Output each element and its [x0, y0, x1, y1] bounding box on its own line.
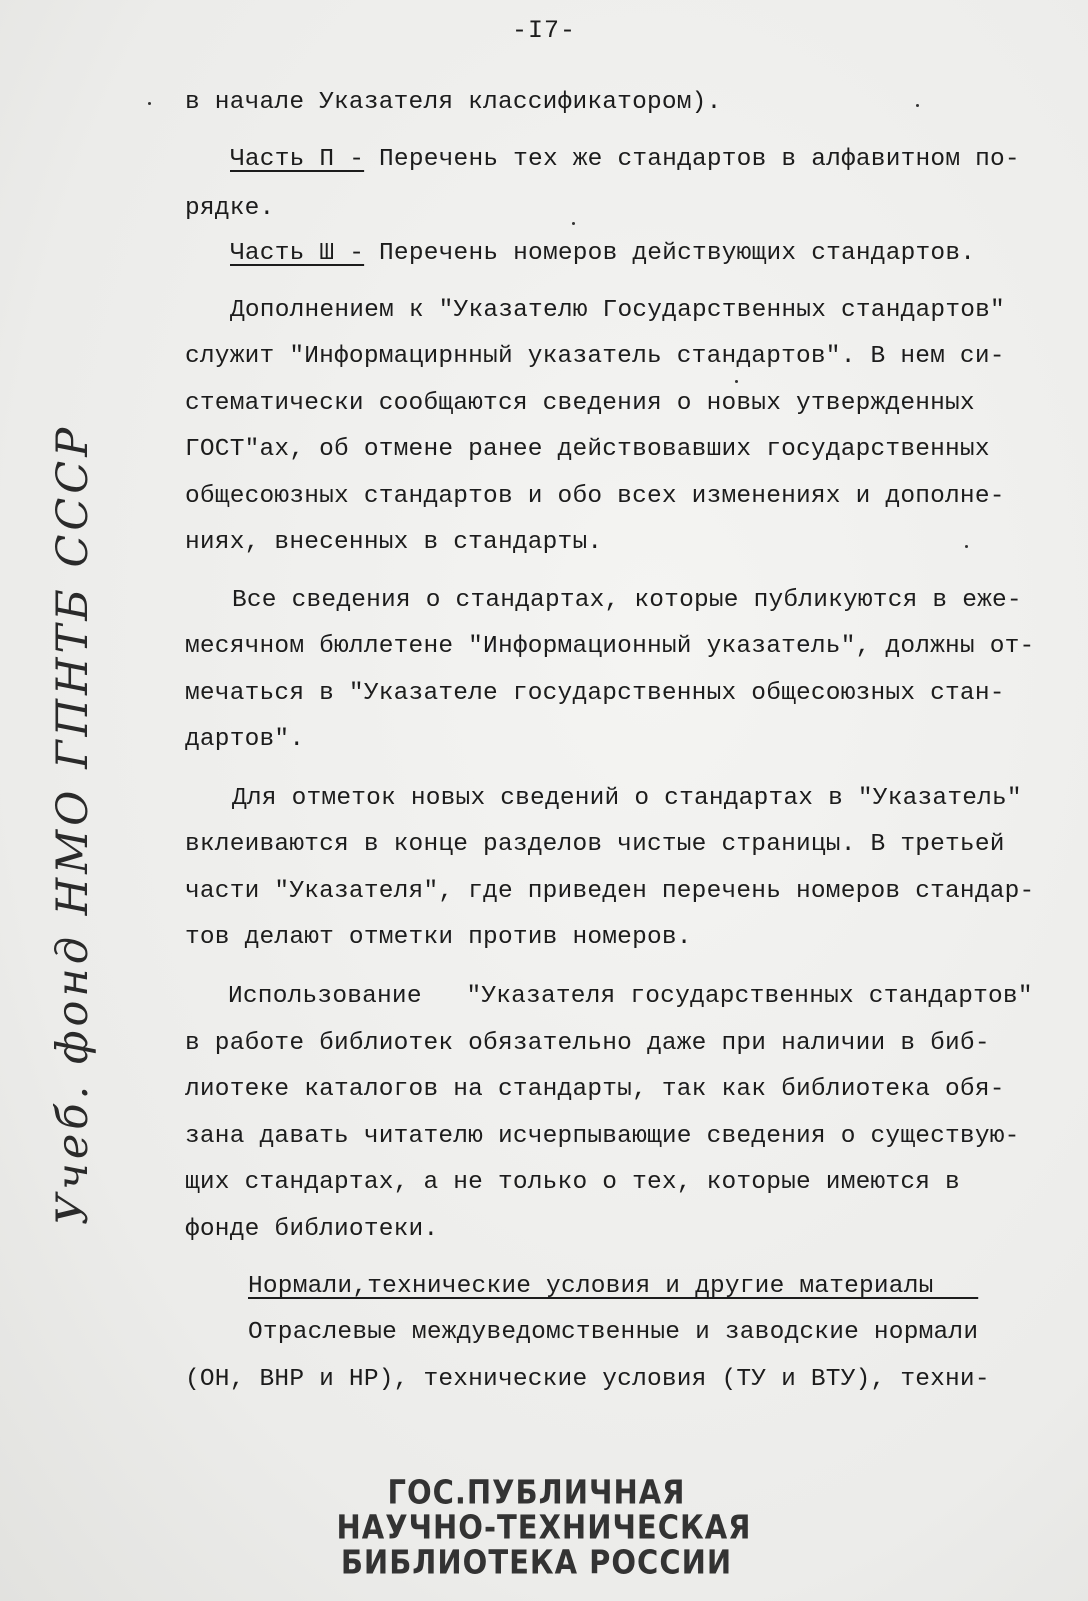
text-line: Для отметок новых сведений о стандартах в "Указатель"	[232, 785, 1022, 812]
page-number: -I7-	[511, 16, 576, 45]
text-line: Отраслевые междуведомственные и заводские нормали	[248, 1319, 979, 1346]
text-line: Все сведения о стандартах, которые публикуются в еже-	[232, 587, 1022, 614]
text-line: в начале Указателя классификатором).	[185, 89, 722, 116]
library-stamp-line: НАУЧНО-ТЕХНИЧЕСКАЯ	[336, 1507, 752, 1547]
text-line: тов делают отметки против номеров.	[185, 924, 692, 951]
text-line: лиотеке каталогов на стандарты, так как библиотека обя-	[185, 1076, 1005, 1103]
text-line: части "Указателя", где приведен перечень номеров стандар-	[185, 878, 1035, 905]
part-label: Часть Ш -	[230, 240, 365, 267]
paper-speck	[965, 545, 968, 548]
line-text: Перечень номеров действующих стандартов.	[364, 240, 976, 267]
paper-speck	[148, 102, 151, 105]
line-text: Перечень тех же стандартов в алфавитном по-	[364, 146, 1020, 173]
section-heading: Нормали,технические условия и другие материалы	[248, 1273, 979, 1300]
text-line: зана давать читателю исчерпывающие сведения о существую-	[185, 1123, 1020, 1150]
text-line: стематически сообщаются сведения о новых утвержденных	[185, 390, 975, 417]
text-line: месячном бюллетене "Информационный указатель", должны от-	[185, 633, 1035, 660]
paper-speck	[735, 380, 738, 383]
text-line: дартов".	[185, 726, 305, 753]
text-line: служит "Информацирнный указатель стандартов". В нем си-	[185, 343, 1005, 370]
text-line: мечаться в "Указателе государственных общесоюзных стан-	[185, 680, 1005, 707]
text-line: (ОН, ВНР и НР), технические условия (ТУ и ВТУ), техни-	[185, 1366, 990, 1393]
text-line: щих стандартах, а не только о тех, которые имеются в	[185, 1169, 960, 1196]
text-line: ГОСТ"ах, об отмене ранее действовавших государственных	[185, 436, 990, 463]
text-line	[230, 239, 975, 269]
handwritten-margin-note: Учеб. фонд НМО ГПНТБ СССР	[48, 423, 98, 1225]
text-line: рядке.	[185, 195, 275, 222]
part-label: Часть П -	[230, 146, 365, 173]
text-line: Дополнением к "Указателю Государственных стандартов"	[230, 297, 1005, 324]
paper-speck	[572, 222, 575, 225]
text-line	[230, 145, 1020, 175]
text-line: фонде библиотеки.	[185, 1216, 439, 1243]
library-stamp-line: БИБЛИОТЕКА РОССИИ	[340, 1542, 733, 1582]
paper-speck	[916, 104, 919, 107]
text-line: общесоюзных стандартов и обо всех изменениях и дополне-	[185, 483, 1005, 510]
text-line: в работе библиотек обязательно даже при наличии в биб-	[185, 1030, 990, 1057]
text-line: вклеиваются в конце разделов чистые страницы. В третьей	[185, 831, 1005, 858]
library-stamp-line: ГОС.ПУБЛИЧНАЯ	[387, 1472, 686, 1512]
text-line: Использование "Указателя государственных стандартов"	[228, 983, 1033, 1010]
text-line: ниях, внесенных в стандарты.	[185, 529, 603, 556]
